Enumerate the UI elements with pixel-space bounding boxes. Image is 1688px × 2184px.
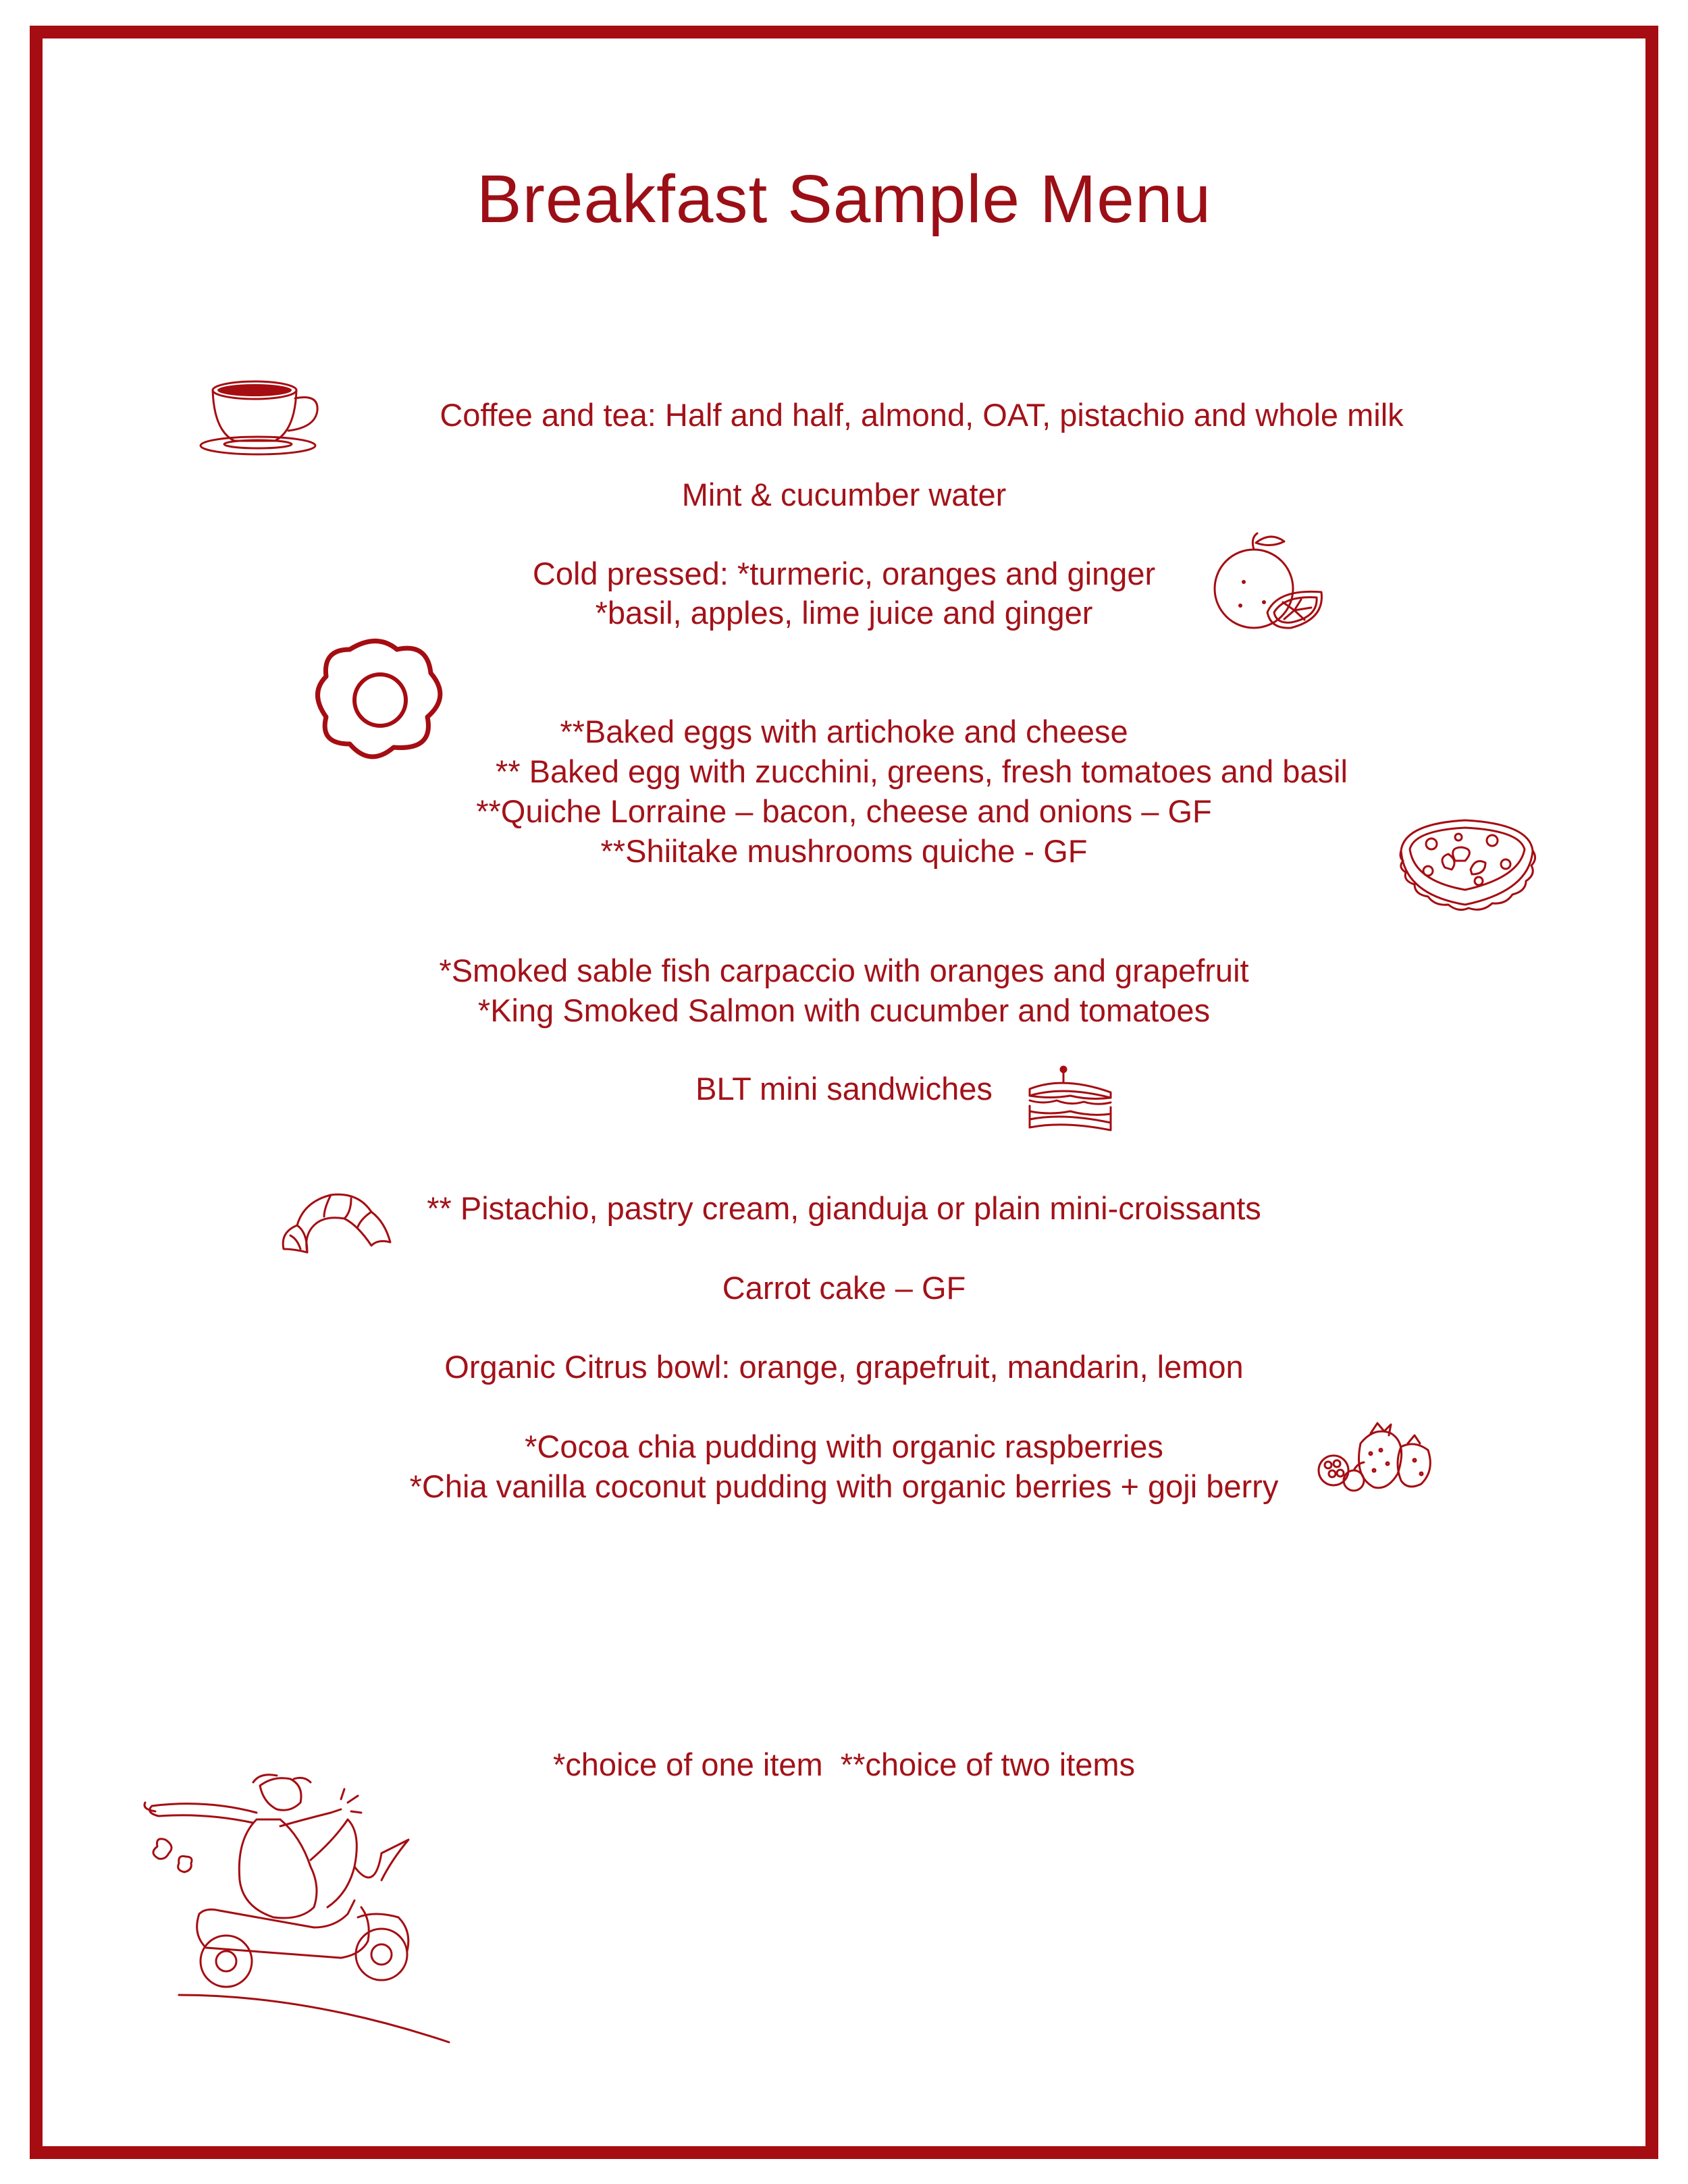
sandwich-icon	[1023, 1065, 1117, 1133]
orange-icon	[1203, 528, 1328, 636]
menu-item-pudding-2: *Chia vanilla coconut pudding with organic berries + goji berry	[409, 1468, 1279, 1504]
footnote: *choice of one item **choice of two items	[552, 1747, 1136, 1782]
menu-item-eggs-2: ** Baked egg with zucchini, greens, fresh tomatoes and basil	[496, 753, 1348, 789]
menu-item-quiche-1: **Quiche Lorraine – bacon, cheese and onions – GF	[476, 793, 1212, 829]
croissant-icon	[277, 1185, 395, 1259]
berries-icon	[1313, 1416, 1438, 1497]
menu-item-fish-1: *Smoked sable fish carpaccio with oranges and grapefruit	[439, 953, 1249, 988]
menu-item-coffee: Coffee and tea: Half and half, almond, OAT, pistachio and whole milk	[440, 397, 1404, 433]
menu-item-eggs-1: **Baked eggs with artichoke and cheese	[560, 714, 1128, 749]
menu-item-fish-2: *King Smoked Salmon with cucumber and tomatoes	[477, 992, 1211, 1028]
fried-egg-icon	[309, 629, 451, 764]
menu-item-quiche-2: **Shiitake mushrooms quiche - GF	[600, 833, 1088, 869]
menu-item-water: Mint & cucumber water	[681, 477, 1007, 512]
menu-item-cold-pressed-1: Cold pressed: *turmeric, oranges and ginger	[532, 556, 1156, 591]
menu-item-citrus: Organic Citrus bowl: orange, grapefruit, mandarin, lemon	[444, 1349, 1244, 1385]
page-title: Breakfast Sample Menu	[476, 161, 1212, 237]
menu-item-pudding-1: *Cocoa chia pudding with organic raspberries	[525, 1429, 1163, 1464]
menu-item-blt: BLT mini sandwiches	[695, 1071, 993, 1107]
menu-item-carrot-cake: Carrot cake – GF	[722, 1270, 966, 1306]
menu-item-cold-pressed-2: *basil, apples, lime juice and ginger	[595, 595, 1093, 631]
quiche-icon	[1391, 810, 1543, 915]
scooter-rider-icon	[138, 1772, 456, 2049]
coffee-cup-icon	[197, 370, 325, 458]
menu-item-croissants: ** Pistachio, pastry cream, gianduja or plain mini-croissants	[427, 1190, 1261, 1226]
